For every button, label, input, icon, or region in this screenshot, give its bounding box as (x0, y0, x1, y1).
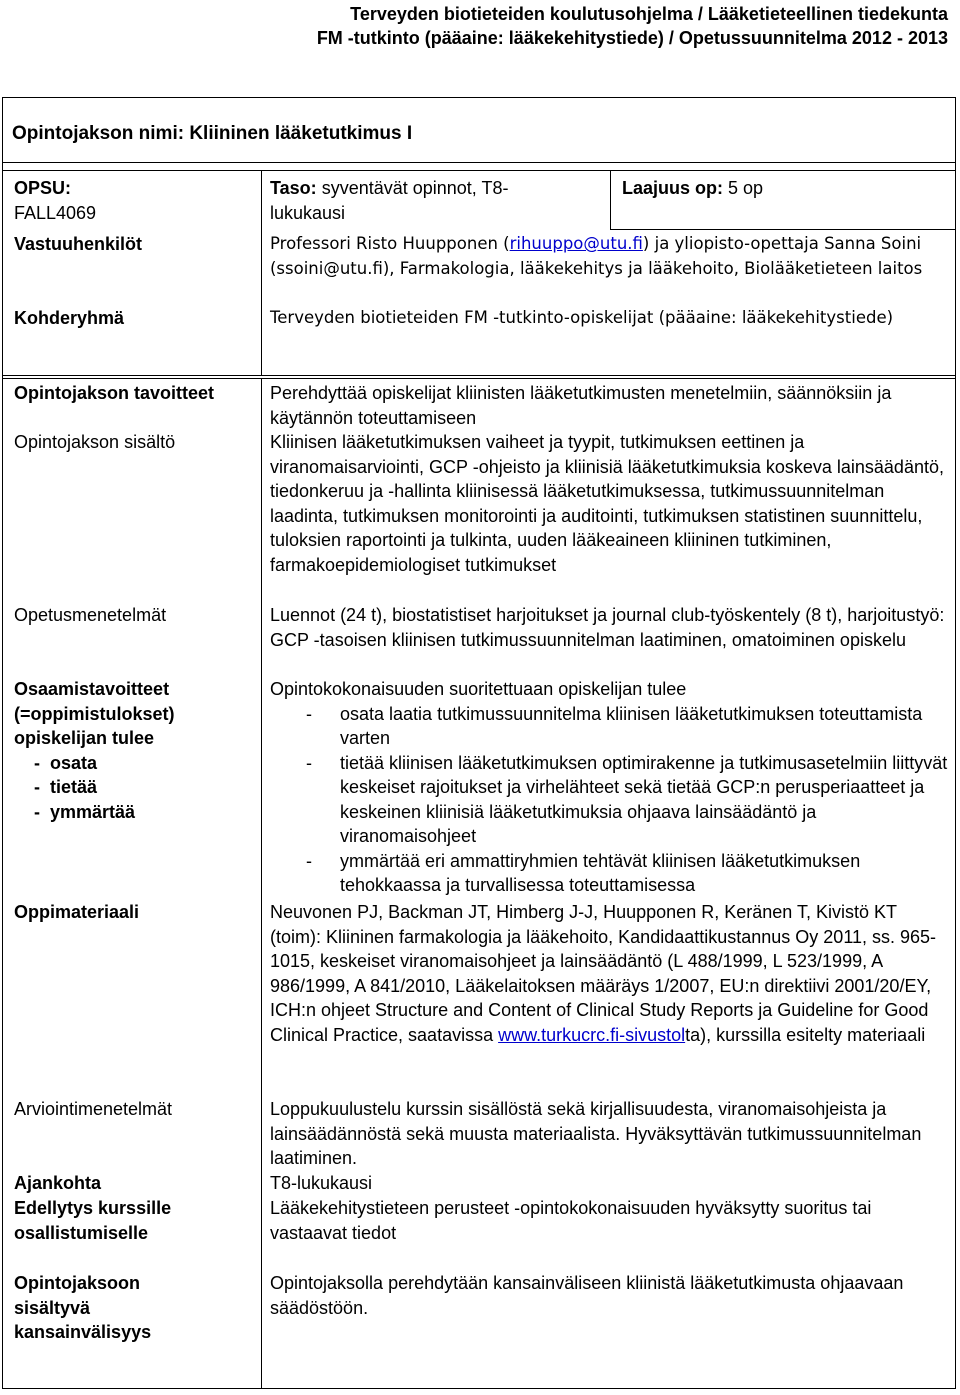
outcomes-value (270, 677, 950, 898)
course-title: Opintojakson nimi: Kliininen lääketutkimus I (12, 123, 413, 144)
goals-label: Opintojakson tavoitteet (14, 383, 215, 403)
outcomes-label (14, 677, 175, 824)
responsible-label: Vastuuhenkilöt (14, 234, 143, 254)
materials-label: Oppimateriaali (14, 902, 140, 922)
timing-value: T8-lukukausi (270, 1173, 373, 1193)
scope (622, 176, 942, 201)
list-item: - tietää kliinisen lääketutkimuksen optimirakenne ja tutkimusasetelmiin liittyvät keskeiset rajoitukset ja virhelähteet sekä tietää GCP:n perusperiaatteet ja keskeinen kliinisiä lääketutkimuksia ohjaava lainsäädäntö ja viranomaisohjeet (306, 752, 948, 846)
content-value: Kliinisen lääketutkimuksen vaiheet ja tyypit, tutkimuksen eettinen ja viranomaisarviointi, GCP -ohjeisto ja kliinisiä lääketutkimuksia koskeva lainsäädäntö, tiedonkeruu ja -hallinta kliinisessä lääketutkimuksessa, tutkimussuunnitelman laadinta, tutkimuksen monitorointi ja auditointi, tutkimuksen statistinen suunnittelu, tuloksien raportointi ja tulkinta, uuden lääkeaineen kliininen tutkiminen, farmakoepidemiologiset tutkimukset (270, 432, 944, 575)
prereq-value: Lääkekehitystieteen perusteet -opintokokonaisuuden hyväksytty suoritus tai vastaavat tiedot (270, 1198, 872, 1243)
target-label: Kohderyhmä (14, 308, 125, 328)
opsu-code: FALL4069 (14, 203, 97, 223)
level (270, 176, 570, 225)
list-item-text: tietää kliinisen lääketutkimuksen optimirakenne ja tutkimusasetelmiin liittyvät keskeiset rajoitukset ja virhelähteet sekä tietää GCP:n perusperiaatteet ja keskeinen kliinisiä lääketutkimuksia ohjaava lainsäädäntö ja viranomaisohjeet (340, 752, 948, 846)
goals-value: Perehdyttää opiskelijat kliinisten lääketutkimusten menetelmiin, säännöksiin ja käytännön toteuttamiseen (270, 383, 892, 428)
intl-label-1: Opintojaksoon (14, 1273, 140, 1293)
outcomes-sub (14, 751, 175, 825)
responsible-value (270, 232, 950, 281)
list-item: - osata laatia tutkimussuunnitelma kliinisen lääketutkimuksen toteuttamista varten (306, 703, 923, 748)
outcomes-sub-item: - ymmärtää (34, 801, 136, 822)
outcomes-sub-item: - tietää (34, 777, 98, 797)
outcomes-sub-item-text: tietää (50, 777, 98, 797)
intl-label-2: sisältyvä (14, 1297, 91, 1318)
timing-label: Ajankohta (14, 1173, 102, 1193)
list-item-text: osata laatia tutkimussuunnitelma kliinisen lääketutkimuksen toteuttamista varten (340, 703, 923, 748)
outcomes-list (270, 702, 950, 898)
outcomes-sub-item-text: ymmärtää (50, 801, 136, 822)
outcomes-sub-item: - osata (34, 752, 98, 773)
intl-label (14, 1271, 151, 1345)
email-link[interactable]: rihuuppo@utu.fi (509, 234, 643, 253)
intl-value: Opintojaksolla perehdytään kansainväliseen kliinistä lääketutkimusta ohjaavaan säädöstöön. (270, 1273, 904, 1318)
level-value: syventävät opinnot, T8-lukukausi (270, 178, 509, 223)
prereq-label-2: osallistumiselle (14, 1222, 149, 1243)
outcomes-label-2: (=oppimistulokset) (14, 703, 175, 724)
list-item-text: ymmärtää eri ammattiryhmien tehtävät kliinisen lääketutkimuksen tehokkaassa ja turvallisessa toteuttamisessa (340, 850, 861, 895)
responsible-pre: Professori Risto Huupponen ( (270, 234, 510, 253)
methods-value: Luennot (24 t), biostatistiset harjoitukset ja journal club-työskentely (8 t), harjoitustyö: GCP -tasoisen kliinisen tutkimussuunnitelman laatiminen, omatoiminen opiskelu (270, 605, 945, 650)
assessment-value: Loppukuulustelu kurssin sisällöstä sekä kirjallisuudesta, viranomaisohjeista ja lainsäädännöstä sekä muusta materiaalista. Hyväksyttävän tutkimussuunnitelman laatiminen. (270, 1099, 922, 1168)
outcomes-label-1: Osaamistavoitteet (14, 679, 170, 699)
level-label: Taso: (270, 178, 317, 198)
prereq-label-1: Edellytys kurssille (14, 1198, 172, 1218)
scope-label: Laajuus op: (622, 178, 724, 198)
prereq-label (14, 1196, 171, 1245)
materials-value (270, 900, 950, 1047)
assessment-label: Arviointimenetelmät (14, 1099, 173, 1119)
materials-pre: Neuvonen PJ, Backman JT, Himberg J-J, Huupponen R, Keränen T, Kivistö KT (toim): Kliininen farmakologia ja lääkehoito, Kandidaattikustannus Oy 2011, ss. 965-1015, keskeiset viranomaisohjeet ja lainsäädäntö (L 488/1999, L 523/1999, A 986/1999, A 841/2010, Lääkelaitoksen määräys 1/2007, EU:n direktiivi 2001/20/EY, ICH:n ohjeet Structure and Content of Clinical Study Reports ja Guideline for Good Clinical Practice, saatavissa (270, 902, 937, 1045)
methods-label: Opetusmenetelmät (14, 605, 167, 625)
divider (2, 162, 956, 163)
materials-post: ta), kurssilla esitelty materiaali (685, 1024, 926, 1045)
outcomes-sub-item-text: osata (50, 752, 98, 773)
outcomes-label-3: opiskelijan tulee (14, 728, 155, 748)
list-item: - ymmärtää eri ammattiryhmien tehtävät kliinisen lääketutkimuksen tehokkaassa ja turvallisessa toteuttamisessa (306, 850, 861, 895)
header-line-2: FM -tutkinto (pääaine: lääkekehitystiede) / Opetussuunnitelma 2012 - 2013 (316, 28, 948, 48)
opsu-label: OPSU: (14, 178, 72, 198)
scope-value: 5 op (728, 178, 764, 198)
responsible-post: ) ja yliopisto-opettaja Sanna Soini (ssoini@utu.fi), Farmakologia, lääkekehitys ja lääkehoito, Biolääketieteen laitos (270, 234, 923, 278)
content-label: Opintojakson sisältö (14, 432, 176, 452)
target-value: Terveyden biotieteiden FM -tutkinto-opiskelijat (pääaine: lääkekehitystiede) (270, 308, 894, 327)
turkucrc-link[interactable]: www.turkucrc.fi-sivustol (498, 1024, 686, 1045)
header-line-1: Terveyden biotieteiden koulutusohjelma / Lääketieteellinen tiedekunta (350, 4, 948, 24)
intl-label-3: kansainvälisyys (14, 1322, 152, 1342)
outcomes-intro: Opintokokonaisuuden suoritettuaan opiskelijan tulee (270, 679, 687, 699)
